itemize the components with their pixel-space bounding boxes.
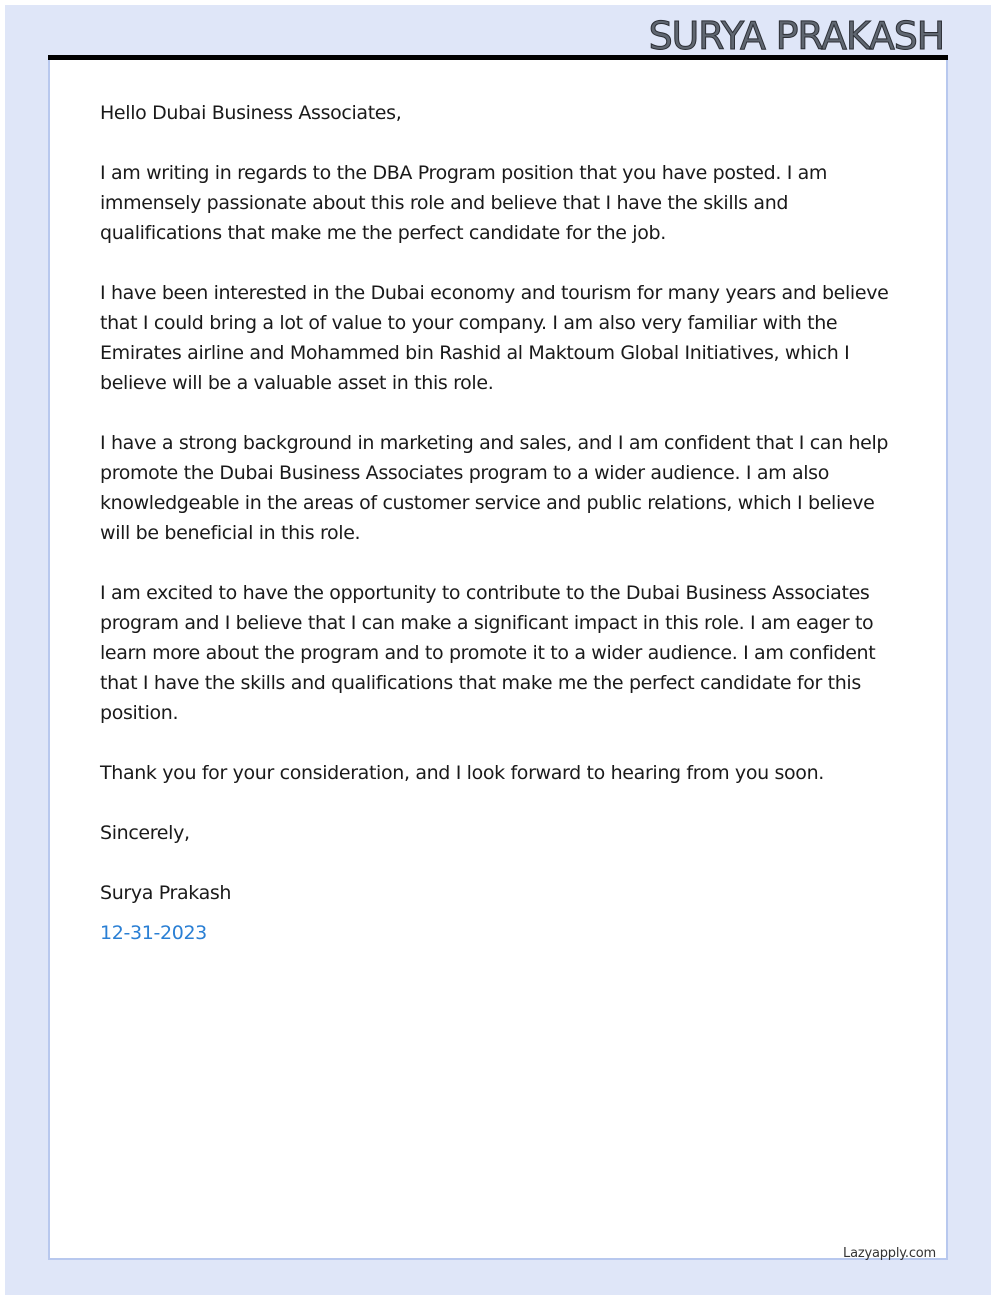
footer-watermark: Lazyapply.com — [843, 1246, 936, 1261]
letter-paragraph: I have been interested in the Dubai economy and tourism for many years and believe that I could bring a lot of value to your company. I am also very familiar with the Emirates airline and Mohammed bin Rashid al Maktoum Global Initiatives, which I believe will be a valuable asset in this role. — [100, 282, 889, 394]
letter-body — [100, 98, 894, 948]
letter-paragraph: I have a strong background in marketing and sales, and I am confident that I can help promote the Dubai Business Associates program to a wider audience. I am also knowledgeable in the areas of customer service and public relations, which I believe will be beneficial in this role. — [100, 432, 889, 544]
letter-signer: Surya Prakash — [100, 882, 232, 904]
letter-paragraph: I am excited to have the opportunity to contribute to the Dubai Business Associates program and I believe that I can make a significant impact in this role. I am eager to learn more about the program and to promote it to a wider audience. I am confident that I have the skills and qualifications that make me the perfect candidate for this position. — [100, 582, 876, 724]
letter-date: 12-31-2023 — [100, 922, 207, 944]
letter-paragraph: I am writing in regards to the DBA Program position that you have posted. I am immensely passionate about this role and believe that I have the skills and qualifications that make me the perfect candidate for the job. — [100, 162, 828, 244]
letter-greeting: Hello Dubai Business Associates, — [100, 102, 402, 124]
letter-closing: Sincerely, — [100, 822, 190, 844]
letter-thanks: Thank you for your consideration, and I look forward to hearing from you soon. — [100, 762, 824, 784]
header-name: SURYA PRAKASH — [648, 14, 944, 58]
